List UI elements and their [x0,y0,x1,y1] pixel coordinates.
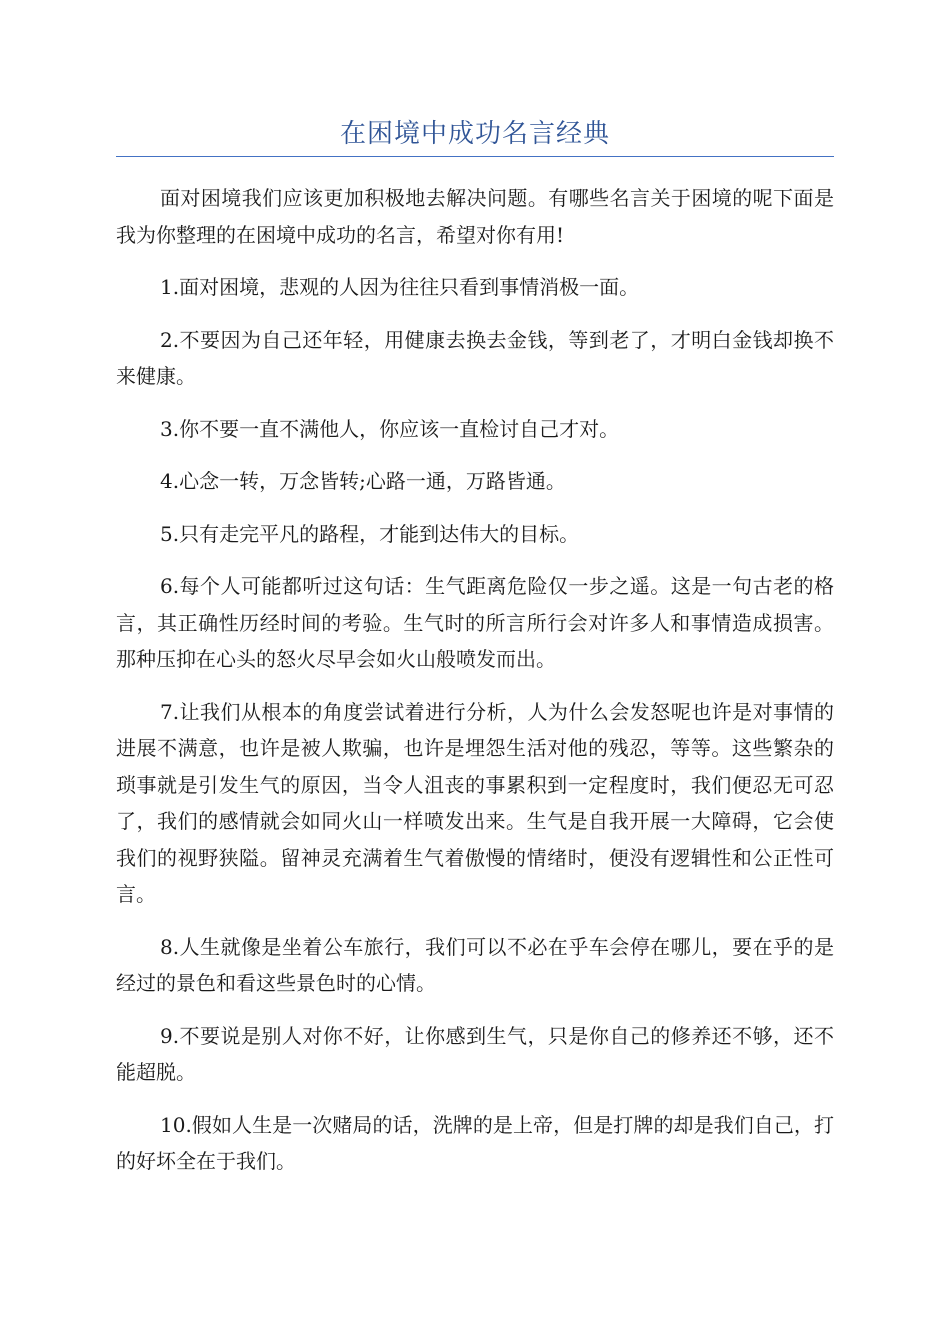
quote-item-4: 4.心念一转，万念皆转;心路一通，万路皆通。 [160,469,566,493]
quote-item-10: 10.假如人生是一次赌局的话，洗牌的是上帝，但是打牌的却是我们自己，打的好坏全在于我们。 [116,1112,834,1173]
quote-item-5: 5.只有走完平凡的路程，才能到达伟大的目标。 [160,521,580,546]
quote-item-9: 9.不要说是别人对你不好，让你感到生气，只是你自己的修养还不够，还不能超脱。 [116,1023,834,1084]
quote-item-3: 3.你不要一直不满他人，你应该一直检讨自己才对。 [160,416,620,441]
quote-item-6: 6.每个人可能都听过这句话：生气距离危险仅一步之遥。这是一句古老的格言，其正确性历经时间的考验。生气时的所言所行会对许多人和事情造成损害。那种压抑在心头的怒火尽早会如火山般喷发而出。 [116,574,834,671]
quote-item-7: 7.让我们从根本的角度尝试着进行分析，人为什么会发怒呢也许是对事情的进展不满意，也许是被人欺骗，也许是埋怨生活对他的残忍，等等。这些繁杂的琐事就是引发生气的原因，当令人沮丧的事累积到一定程度时，我们便忍无可忍了，我们的感情就会如同火山一样喷发出来。生气是自我开展一大障碍，它会使我们的视野狭隘。留神灵充满着生气着傲慢的情绪时，便没有逻辑性和公正性可言。 [116,699,834,906]
page-title: 在困境中成功名言经典 [339,119,610,149]
quote-item-1: 1.面对困境，悲观的人因为往往只看到事情消极一面。 [160,275,640,299]
document-page [116,0,834,1180]
title-underline [116,156,834,157]
intro-paragraph: 面对困境我们应该更加积极地去解决问题。有哪些名言关于困境的呢下面是我为你整理的在困境中成功的名言，希望对你有用! [116,186,834,247]
quote-item-2: 2.不要因为自己还年轻，用健康去换去金钱，等到老了，才明白金钱却换不来健康。 [116,327,834,388]
quote-item-8: 8.人生就像是坐着公车旅行，我们可以不必在乎车会停在哪儿，要在乎的是经过的景色和看这些景色时的心情。 [116,934,834,995]
